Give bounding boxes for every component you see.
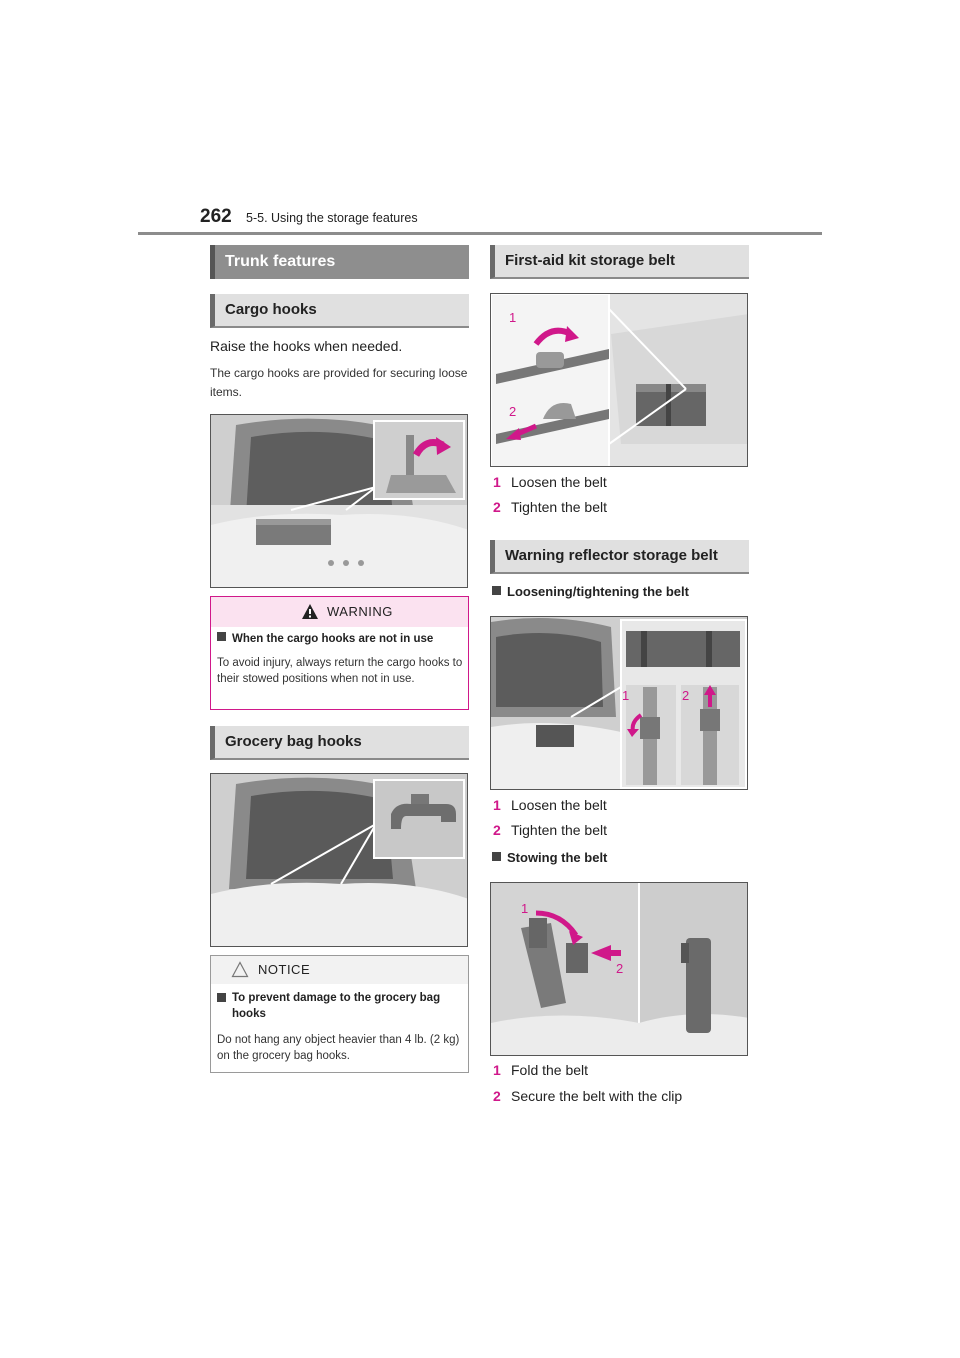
fig-label-1: 1 <box>509 310 517 325</box>
grocery-hooks-illustration <box>210 773 468 947</box>
warning-body: To avoid injury, always return the cargo hooks to their stowed positions when not in use. <box>217 657 463 685</box>
fig-label-2: 2 <box>682 688 690 703</box>
notice-label: NOTICE <box>258 962 311 977</box>
trunk-features-heading: Trunk features <box>210 245 469 279</box>
list-item <box>493 1062 588 1078</box>
bullet-square-icon <box>217 632 226 641</box>
step-number: 2 <box>493 1088 501 1104</box>
cargo-hooks-illustration <box>210 414 468 588</box>
fig-label-2: 2 <box>509 404 517 419</box>
step-text: Loosen the belt <box>511 474 607 490</box>
page-number: 262 <box>200 206 232 227</box>
fig-label-2: 2 <box>616 961 624 976</box>
cargo-description: The cargo hooks are provided for securing loose items. <box>210 366 468 399</box>
warning-triangle-icon <box>301 603 319 620</box>
cargo-hooks-heading: Cargo hooks <box>210 294 469 328</box>
step-text: Loosen the belt <box>511 797 607 813</box>
step-number: 2 <box>493 822 501 838</box>
caution-triangle-icon <box>231 961 249 978</box>
first-aid-belt-illustration <box>490 293 748 467</box>
bullet-square-icon <box>217 993 226 1002</box>
fig-label-1: 1 <box>521 901 529 916</box>
step-number: 1 <box>493 474 501 490</box>
stowing-heading: Stowing the belt <box>507 850 608 865</box>
list-item <box>493 1088 682 1104</box>
warning-heading: When the cargo hooks are not in use <box>232 633 434 645</box>
list-item <box>493 499 607 515</box>
warning-box <box>210 596 469 710</box>
step-number: 1 <box>493 1062 501 1078</box>
list-item <box>493 797 607 813</box>
warning-label: WARNING <box>327 604 393 619</box>
bullet-square-icon <box>492 586 501 595</box>
warning-header <box>211 597 468 627</box>
loosening-heading: Loosening/tightening the belt <box>507 584 689 599</box>
step-text: Tighten the belt <box>511 499 607 515</box>
notice-box <box>210 955 469 1073</box>
grocery-bag-hooks-heading: Grocery bag hooks <box>210 726 469 760</box>
cargo-instruction: Raise the hooks when needed. <box>210 338 403 354</box>
notice-heading: To prevent damage to the grocery bag hooks <box>232 992 441 1020</box>
step-number: 2 <box>493 499 501 515</box>
notice-body: Do not hang any object heavier than 4 lb. (2 kg) on the grocery bag hooks. <box>217 1034 460 1062</box>
header-rule <box>138 232 822 235</box>
step-text: Fold the belt <box>511 1062 589 1078</box>
reflector-belt-illustration <box>490 616 748 790</box>
step-number: 1 <box>493 797 501 813</box>
section-title: 5-5. Using the storage features <box>246 211 418 225</box>
step-text: Tighten the belt <box>511 822 607 838</box>
step-text: Secure the belt with the clip <box>511 1088 683 1104</box>
list-item <box>493 822 607 838</box>
fig-label-1: 1 <box>622 688 630 703</box>
notice-header <box>211 956 468 984</box>
stowing-belt-illustration <box>490 882 748 1056</box>
bullet-square-icon <box>492 852 501 861</box>
warning-reflector-belt-heading: Warning reflector storage belt <box>490 540 749 574</box>
list-item <box>493 474 607 490</box>
first-aid-belt-heading: First-aid kit storage belt <box>490 245 749 279</box>
